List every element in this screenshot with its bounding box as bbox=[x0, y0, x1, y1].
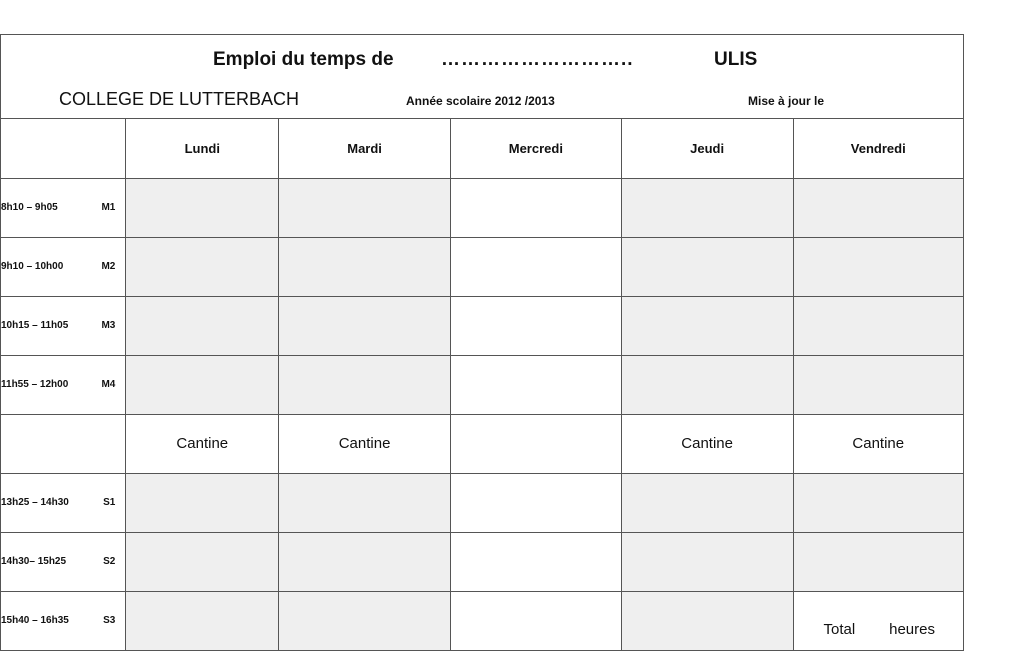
schedule-cell[interactable] bbox=[450, 532, 621, 591]
schedule-cell[interactable] bbox=[621, 178, 793, 237]
schedule-cell[interactable] bbox=[450, 355, 621, 414]
slot-time: 15h40 – 16h35 bbox=[1, 615, 69, 627]
schedule-cell[interactable] bbox=[621, 237, 793, 296]
slot-code: S2 bbox=[103, 556, 116, 567]
slot-time: 10h15 – 11h05 bbox=[1, 320, 69, 331]
cantine-cell: Cantine bbox=[126, 414, 279, 473]
slot-code: M3 bbox=[101, 320, 116, 331]
lunch-label-cell bbox=[1, 414, 126, 473]
day-header-row bbox=[1, 119, 963, 178]
slot-row-m1 bbox=[1, 178, 963, 237]
slot-row-s1 bbox=[1, 473, 963, 532]
slot-row-s2 bbox=[1, 532, 963, 591]
timetable-title: Emploi du temps de bbox=[213, 49, 394, 70]
slot-code: S1 bbox=[103, 497, 116, 508]
slot-time: 9h10 – 10h00 bbox=[1, 261, 64, 272]
schedule-cell[interactable] bbox=[279, 355, 451, 414]
timetable-sheet bbox=[0, 34, 964, 651]
school-name: COLLEGE DE LUTTERBACH bbox=[59, 89, 300, 109]
slot-label bbox=[1, 532, 126, 591]
update-label: Mise à jour le bbox=[748, 94, 825, 108]
day-header-vendredi: Vendredi bbox=[793, 119, 963, 178]
slot-label bbox=[1, 237, 126, 296]
slot-code: M4 bbox=[101, 379, 116, 390]
student-name-blank: ……………………….. bbox=[441, 49, 634, 70]
schedule-cell[interactable] bbox=[621, 591, 793, 650]
slot-row-m2 bbox=[1, 237, 963, 296]
schedule-cell[interactable] bbox=[126, 532, 279, 591]
slot-label bbox=[1, 591, 126, 650]
schedule-cell[interactable] bbox=[450, 178, 621, 237]
day-header-mercredi: Mercredi bbox=[450, 119, 621, 178]
schedule-cell[interactable] bbox=[126, 355, 279, 414]
schedule-cell[interactable] bbox=[279, 296, 451, 355]
school-year: Année scolaire 2012 /2013 bbox=[406, 94, 555, 108]
schedule-cell[interactable] bbox=[793, 296, 963, 355]
slot-time: 14h30– 15h25 bbox=[1, 556, 67, 567]
schedule-cell[interactable] bbox=[279, 591, 451, 650]
slot-row-m3 bbox=[1, 296, 963, 355]
schedule-cell[interactable] bbox=[450, 414, 621, 473]
slot-label bbox=[1, 178, 126, 237]
cantine-cell: Cantine bbox=[621, 414, 793, 473]
schedule-cell[interactable] bbox=[621, 296, 793, 355]
schedule-cell[interactable] bbox=[793, 237, 963, 296]
schedule-cell[interactable] bbox=[621, 473, 793, 532]
slot-time: 8h10 – 9h05 bbox=[1, 202, 58, 213]
schedule-cell[interactable] bbox=[279, 178, 451, 237]
schedule-cell[interactable] bbox=[126, 178, 279, 237]
lunch-row bbox=[1, 414, 963, 473]
day-header-mardi: Mardi bbox=[279, 119, 451, 178]
cantine-cell: Cantine bbox=[793, 414, 963, 473]
schedule-cell[interactable] bbox=[793, 178, 963, 237]
schedule-cell[interactable] bbox=[621, 532, 793, 591]
schedule-cell[interactable] bbox=[450, 237, 621, 296]
schedule-cell[interactable] bbox=[279, 237, 451, 296]
slot-label bbox=[1, 473, 126, 532]
slot-time: 11h55 – 12h00 bbox=[1, 379, 69, 390]
schedule-cell[interactable] bbox=[279, 473, 451, 532]
schedule-cell[interactable] bbox=[450, 591, 621, 650]
class-name: ULIS bbox=[714, 49, 758, 70]
slot-code: S3 bbox=[103, 615, 116, 627]
slot-label bbox=[1, 355, 126, 414]
slot-row-s3 bbox=[1, 591, 963, 650]
schedule-cell[interactable] bbox=[126, 237, 279, 296]
slot-code: M1 bbox=[101, 202, 116, 213]
slot-row-m4 bbox=[1, 355, 963, 414]
slot-label bbox=[1, 296, 126, 355]
schedule-cell[interactable] bbox=[126, 296, 279, 355]
schedule-cell[interactable] bbox=[450, 296, 621, 355]
slot-code: M2 bbox=[101, 261, 116, 272]
schedule-cell[interactable] bbox=[450, 473, 621, 532]
day-header-lundi: Lundi bbox=[126, 119, 279, 178]
schedule-cell[interactable] bbox=[126, 591, 279, 650]
schedule-cell[interactable] bbox=[793, 473, 963, 532]
schedule-cell[interactable] bbox=[126, 473, 279, 532]
schedule-cell[interactable] bbox=[793, 532, 963, 591]
slot-time: 13h25 – 14h30 bbox=[1, 497, 69, 508]
day-header-jeudi: Jeudi bbox=[621, 119, 793, 178]
schedule-grid bbox=[1, 119, 963, 650]
schedule-cell[interactable] bbox=[279, 532, 451, 591]
schedule-cell[interactable] bbox=[793, 355, 963, 414]
schedule-cell[interactable] bbox=[621, 355, 793, 414]
timetable-header bbox=[1, 35, 963, 119]
total-unit: heures bbox=[889, 621, 935, 639]
cantine-cell: Cantine bbox=[279, 414, 451, 473]
corner-cell bbox=[1, 119, 126, 178]
total-hours-cell[interactable] bbox=[793, 591, 963, 650]
total-label: Total bbox=[823, 621, 856, 639]
